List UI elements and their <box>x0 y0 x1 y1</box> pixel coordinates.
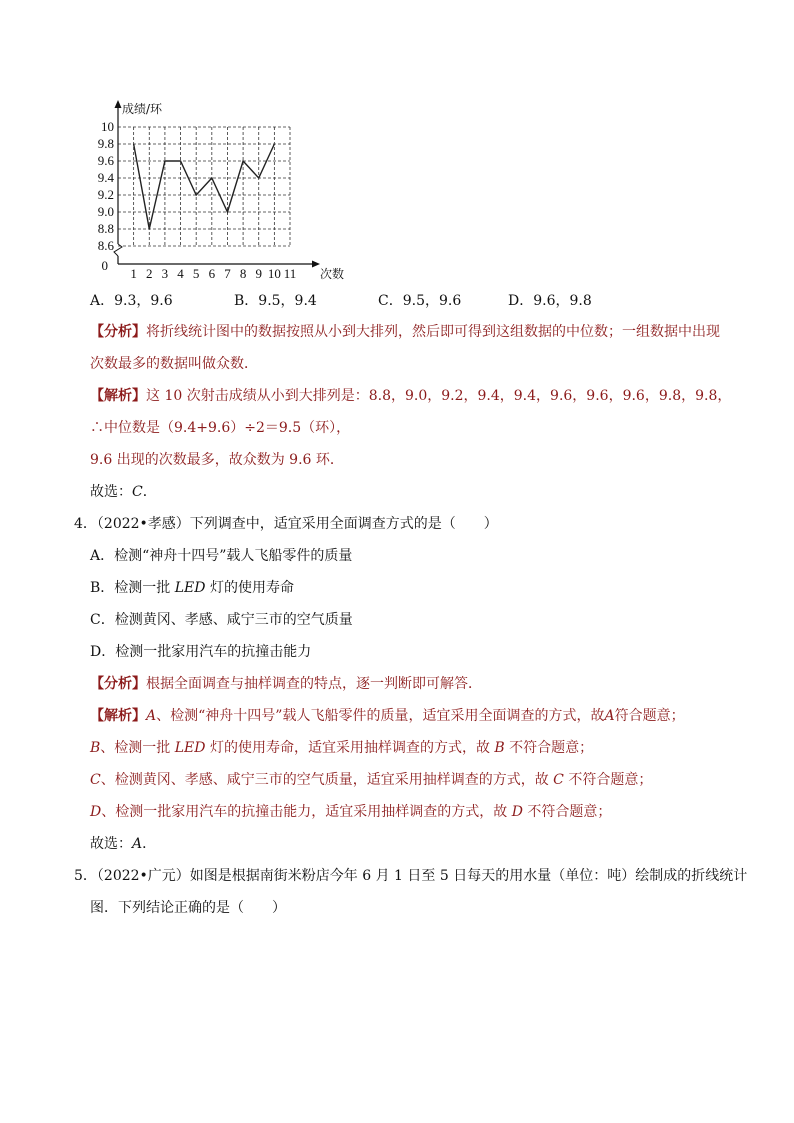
led: LED <box>174 740 206 756</box>
q4-stem: 4．（2022•孝感）下列调查中，适宜采用全面调查方式的是（ ） <box>74 516 498 532</box>
letter: B <box>90 740 101 756</box>
analysis-text: 将折线统计图中的数据按照从小到大排列，然后即可得到这组数据的中位数；一组数据中出现 <box>146 324 720 340</box>
solution-tag: 【解析】 <box>90 708 146 724</box>
x-axis-label: 次数 <box>320 267 345 280</box>
q5-stem-line-1: 5．（2022•广元）如图是根据南街米粉店今年 6 月 1 日至 5 日每天的用水量（单位：吨）绘制成的折线统计 <box>74 868 748 884</box>
analysis-tag: 【分析】 <box>90 324 146 340</box>
text: 符合题意； <box>614 708 685 724</box>
opt-b-post: 灯的使用寿命 <box>205 580 294 596</box>
q3-choices <box>90 291 592 311</box>
q4-option-d: D．检测一批家用汽车的抗撞击能力 <box>90 644 312 660</box>
q3-analysis-line-1 <box>90 322 720 342</box>
solution-tag: 【解析】 <box>90 388 146 404</box>
x-tick-label: 8 <box>239 266 247 280</box>
q4-solution-d <box>90 802 611 822</box>
x-tick-label: 9 <box>255 266 262 280</box>
letter: A <box>604 708 615 724</box>
q4-solution-b <box>90 738 593 758</box>
q4-answer <box>90 834 156 854</box>
x-tick-label: 5 <box>192 266 200 280</box>
answer-end: ． <box>142 836 157 852</box>
q3-solution-line-3: 9.6 出现的次数最多，故众数为 9.6 环． <box>90 452 344 468</box>
opt-b-led: LED <box>174 580 206 596</box>
analysis-tag: 【分析】 <box>90 676 146 692</box>
q4-option-a: A．检测“神舟十四号”载人飞船零件的质量 <box>90 548 353 564</box>
analysis-text: 根据全面调查与抽样调查的特点，逐一判断即可解答． <box>146 676 482 692</box>
line-chart <box>90 100 350 280</box>
x-tick-label: 3 <box>161 266 169 280</box>
chart-axes <box>114 100 320 268</box>
q4-solution-c <box>90 770 652 790</box>
y-axis-label: 成绩/环 <box>122 102 163 116</box>
x-axis-arrow <box>312 261 320 268</box>
x-tick-label: 10 <box>267 266 281 280</box>
y-tick-label: 8.8 <box>97 221 114 236</box>
text: 、检测一批家用汽车的抗撞击能力，适宜采用抽样调查的方式，故 <box>101 804 512 820</box>
opt-b-pre: B．检测一批 <box>90 580 175 596</box>
solution-text: 这 10 次射击成绩从小到大排列是：8.8，9.0，9.2，9.4，9.4，9.6，9.6，9.6，9.8，9.8， <box>146 388 732 404</box>
letter: D <box>511 804 523 820</box>
answer-prefix: 故选： <box>90 484 132 500</box>
answer-letter: A <box>132 836 143 852</box>
q4-analysis <box>90 674 482 694</box>
x-tick-label: 11 <box>283 266 297 280</box>
y-tick-label: 9.0 <box>97 204 114 219</box>
text: 、检测“神舟十四号”载人飞船零件的质量，适宜采用全面调查的方式，故 <box>156 708 605 724</box>
text: 、检测一批 <box>100 740 175 756</box>
q4-option-c: C．检测黄冈、孝感、咸宁三市的空气质量 <box>90 612 353 628</box>
choice-b: B．9.5，9.4 <box>234 293 317 309</box>
letter: B <box>494 740 505 756</box>
choice-d: D．9.6，9.8 <box>508 293 592 309</box>
y-tick-label: 9.6 <box>97 153 114 168</box>
q5-stem-line-2: 图．下列结论正确的是（ ） <box>90 900 286 916</box>
q4-solution-a <box>90 706 685 726</box>
y-tick-label: 8.6 <box>97 238 114 253</box>
letter: C <box>90 772 101 788</box>
choice-a: A．9.3，9.6 <box>90 293 173 309</box>
y-tick-label: 9.2 <box>97 187 114 202</box>
text: 不符合题意； <box>504 740 594 756</box>
answer-end: ． <box>142 484 157 500</box>
chart-ticks <box>98 119 297 280</box>
q3-solution-line-2: ∴中位数是（9.4+9.6）÷2＝9.5（环）， <box>90 420 351 436</box>
q3-analysis-line-2: 次数最多的数据叫做众数． <box>90 356 258 372</box>
x-tick-label: 6 <box>208 266 216 280</box>
series-line <box>134 144 275 229</box>
text: 不符合题意； <box>522 804 612 820</box>
y-axis-arrow <box>115 100 122 108</box>
q3-solution-line-1 <box>90 386 731 406</box>
letter: A <box>146 708 157 724</box>
y-tick-label: 9.8 <box>97 136 114 151</box>
answer-prefix: 故选： <box>90 836 132 852</box>
letter: D <box>90 804 102 820</box>
letter: C <box>553 772 564 788</box>
answer-letter: C <box>132 484 143 500</box>
y-tick-label: 9.4 <box>97 170 114 185</box>
origin-label: 0 <box>101 258 108 273</box>
q4-option-b <box>90 578 294 598</box>
x-tick-label: 4 <box>177 266 184 280</box>
y-tick-label: 10 <box>101 119 114 134</box>
text: 、检测黄冈、孝感、咸宁三市的空气质量，适宜采用抽样调查的方式，故 <box>100 772 554 788</box>
q3-answer <box>90 482 157 502</box>
text: 不符合题意； <box>563 772 653 788</box>
choice-c: C．9.5，9.6 <box>378 293 462 309</box>
text: 灯的使用寿命，适宜采用抽样调查的方式，故 <box>205 740 495 756</box>
x-tick-label: 7 <box>224 266 231 280</box>
x-tick-label: 1 <box>130 266 137 280</box>
x-tick-label: 2 <box>146 266 153 280</box>
